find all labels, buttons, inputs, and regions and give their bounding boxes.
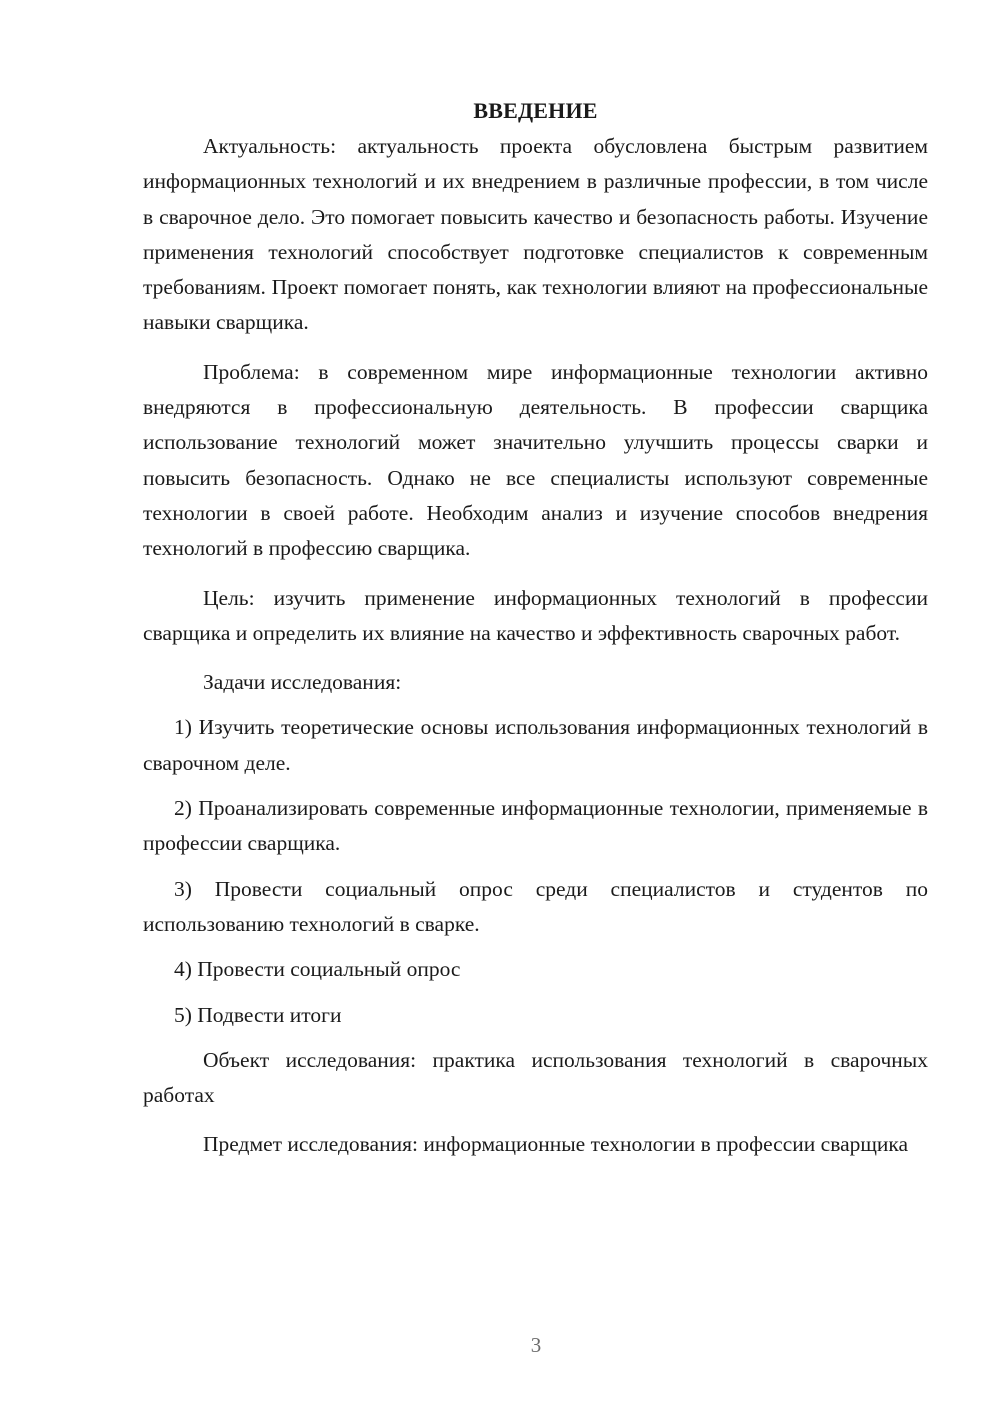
page-content xyxy=(143,93,928,1177)
research-subject-paragraph: Предмет исследования: информационные технологии в профессии сварщика xyxy=(203,1132,909,1157)
tasks-heading: Задачи исследования: xyxy=(203,670,402,695)
goal-paragraph: Цель: изучить применение информационных технологий в профессии сварщика и определить их влияние на качество и эффективность сварочных работ. xyxy=(143,585,928,645)
task-item: 4) Провести социальный опрос xyxy=(174,957,461,982)
page-number: 3 xyxy=(530,1333,542,1357)
relevance-paragraph: Актуальность: актуальность проекта обусловлена быстрым развитием информационных технологий и их внедрением в различные профессии, в том числе в сварочное дело. Это помогает повысить качество и безопасность работы. Изучение применения технологий способствует подготовке специалистов к современным требованиям. Проект помогает понять, как технологии влияют на профессиональные навыки сварщика. xyxy=(143,134,928,335)
task-item: 2) Проанализировать современные информационные технологии, применяемые в профессии сварщика. xyxy=(143,796,928,856)
research-object-paragraph: Объект исследования: практика использования технологий в сварочных работах xyxy=(143,1047,928,1108)
page-title: ВВЕДЕНИЕ xyxy=(473,98,598,123)
task-item: 3) Провести социальный опрос среди специалистов и студентов по использованию технологий в сварке. xyxy=(143,876,928,936)
problem-paragraph: Проблема: в современном мире информационные технологии активно внедряются в профессиональную деятельность. В профессии сварщика использование технологий может значительно улучшить процессы сварки и повысить безопасность. Однако не все специалисты используют современные технологии в своей работе. Необходим анализ и изучение способов внедрения технологий в профессию сварщика. xyxy=(143,359,928,561)
task-item: 1) Изучить теоретические основы использования информационных технологий в сварочном деле. xyxy=(143,715,928,775)
task-item: 5) Подвести итоги xyxy=(174,1002,342,1027)
